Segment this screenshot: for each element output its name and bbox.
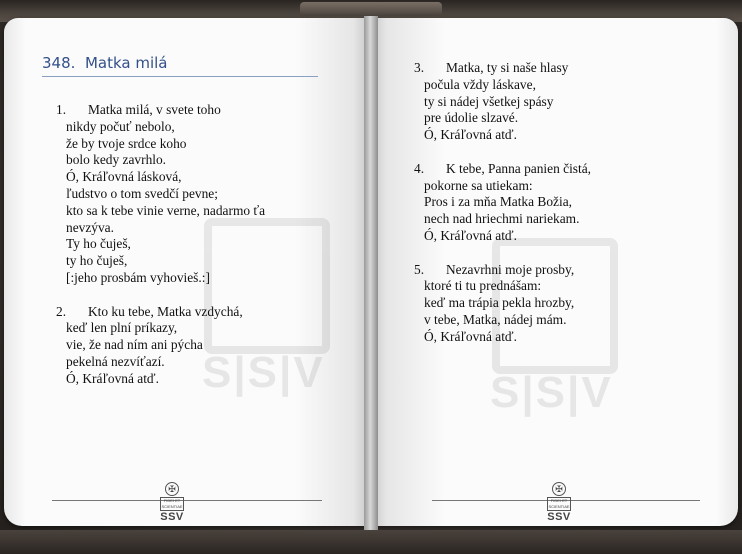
verse-line: vie, že nad ním ani pýcha [66,337,203,353]
verse-line [56,102,265,119]
cross-icon: ✠ [552,482,566,496]
verse-line [414,60,591,77]
verse-line: [:jeho prosbám vyhovieš.:] [66,269,210,285]
verse-line: pre údolie slzavé. [424,110,519,126]
window-bottom-frame [0,530,742,554]
watermark-icon: S|S|V [194,198,344,388]
verse [414,262,591,346]
cross-icon: ✠ [165,482,179,496]
verse [56,102,265,287]
verse-line: bolo kedy zavrhlo. [66,152,167,168]
logo-letters: SSV [160,511,184,523]
ssv-logo [544,482,574,522]
verse-line-text: Nezavrhni moje prosby, [446,261,575,277]
left-page[interactable] [4,18,368,526]
verse [56,304,265,388]
verse-number: 2. [56,303,67,319]
verse-line: ľudstvo o tom svedčí pevne; [66,185,218,201]
song-title-text: Matka milá [84,54,168,72]
verse-line: ktoré ti tu prednášam: [424,278,542,294]
verse-line-text: Matka milá, v svete toho [88,102,221,117]
verse-line: keď ma trápia pekla hrozby, [424,295,575,311]
book-spine [364,16,378,530]
verse-line: ty ho čuješ, [66,253,128,269]
verse-line: nevzýva. [66,219,114,235]
song-title [42,54,318,77]
verse-line-text: K tebe, Panna panien čistá, [446,160,592,176]
right-verses [414,60,591,362]
verse-number: 3. [414,60,425,75]
book [4,10,738,532]
verse-line: Pros i za mňa Matka Božia, [424,194,573,210]
verse-number: 4. [414,160,425,176]
footer-rule [52,500,322,501]
verse [414,161,591,245]
verse-line [414,262,591,279]
left-verses [56,102,265,404]
verse-number: 1. [56,102,67,117]
verse-line-text: Matka, ty si naše hlasy [446,60,569,75]
verse-line: Ty ho čuješ, [66,236,131,252]
verse-line-text: Kto ku tebe, Matka vzdychá, [88,303,243,319]
verse-line: kto sa k tebe vinie verne, nadarmo ťa [66,202,266,218]
verse-line: keď len plní príkazy, [66,320,178,336]
logo-letters: SSV [547,511,571,523]
verse-line: nech nad hriechmi nariekam. [424,211,580,227]
verse-line: Ó, Kráľovná atď. [424,328,517,344]
verse [414,60,591,144]
watermark-icon: S|S|V [482,218,632,408]
ssv-logo [157,482,187,522]
right-page[interactable] [372,18,738,526]
verse-line: nikdy počuť nebolo, [66,118,175,134]
verse-line: v tebe, Matka, nádej mám. [424,311,567,327]
verse-line: že by tvoje srdce koho [66,135,187,151]
verse-line: počula vždy láskave, [424,76,536,92]
verse-line [414,161,591,178]
verse-line [56,304,265,321]
verse-line: Ó, Kráľovná atď. [424,227,517,243]
verse-line: Ó, Kráľovná atď. [66,370,159,386]
verse-number: 5. [414,261,425,277]
verse-line: Ó, Kráľovná atď. [424,127,517,143]
verse-line: Ó, Kráľovná lásková, [66,169,182,185]
song-number: 348. [42,54,76,72]
logo-box: FIDEI ET SCIENTIAE [548,498,570,509]
logo-box: FIDEI ET SCIENTIAE [161,498,183,509]
verse-line: ty si nádej všetkej spásy [424,93,554,109]
verse-line: pokorne sa utiekam: [424,177,533,193]
verse-line: pekelná nezvíťazí. [66,353,165,369]
